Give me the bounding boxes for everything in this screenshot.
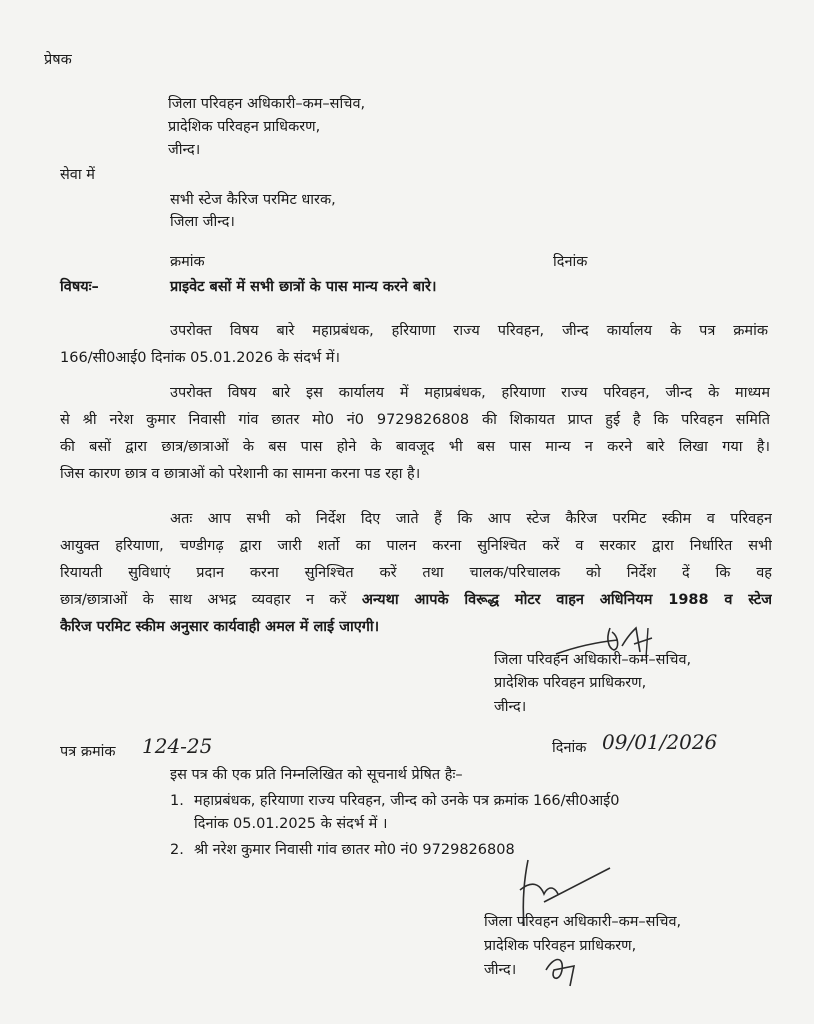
sender-line-2: प्रादेशिक परिवहन प्राधिकरण, [168, 119, 321, 135]
item-1-line-1: महाप्रबंधक, हरियाणा राज्य परिवहन, जीन्द को उनके पत्र क्रमांक 166/सी0आई0 [194, 793, 620, 809]
signatory-line-3: जीन्द। [494, 699, 527, 715]
endorsement-ref-label: पत्र क्रमांक [60, 744, 116, 760]
paragraph-1 [60, 318, 768, 372]
recipient-label: सेवा में [60, 167, 95, 183]
para2-line-1: उपरोक्त विषय बारे इस कार्यालय में महाप्रबंधक, हरियाणा राज्य परिवहन, जीन्द के माध्यम [170, 385, 770, 401]
para1-line-2: 166/सी0आई0 दिनांक 05.01.2026 के संदर्भ में। [60, 350, 340, 366]
para3-line-3: रियायती सुविधाएं प्रदान करना सुनिश्चित करें तथा चालक/परिचालक को निर्देश दें कि वह [60, 565, 772, 581]
para3-line-1: अतः आप सभी को निर्देश दिए जाते हैं कि आप स्टेज कैरिज परमिट स्कीम व परिवहन [170, 511, 772, 527]
recipient-line-1: सभी स्टेज कैरिज परमिट धारक, [170, 192, 336, 208]
para2-line-2: से श्री नरेश कुमार निवासी गांव छातर मो0 नं0 9729826808 की शिकायत प्राप्त हुई है कि परिवहन समिति [60, 412, 770, 428]
ref-label: क्रमांक [170, 254, 205, 270]
endorsement-date-value: 09/01/2026 [602, 730, 718, 754]
para3-line-2: आयुक्त हरियाणा, चण्डीगढ़ द्वारा जारी शर्तो का पालन करना सुनिश्चित करें व सरकार द्वारा निर्धारित सभी [60, 538, 772, 554]
endorsement-date-label: दिनांक [552, 740, 587, 756]
para3-line-5: कैरिज परमिट स्कीम अनुसार कार्यवाही अमल में लाई जाएगी। [60, 619, 380, 635]
para2-line-4: जिस कारण छात्र व छात्राओं को परेशानी का सामना करना पड रहा है। [60, 466, 421, 482]
sender-label: प्रेषक [44, 52, 72, 68]
para3-line-4-normal: छात्र/छात्राओं के साथ अभद्र व्यवहार न करें [60, 592, 362, 608]
item-1-line-2: दिनांक 05.01.2025 के संदर्भ में । [194, 816, 388, 832]
sender-line-1: जिला परिवहन अधिकारी–कम–सचिव, [168, 96, 366, 112]
endorsement-intro: इस पत्र की एक प्रति निम्नलिखित को सूचनार्थ प्रेषित हैः– [170, 767, 463, 783]
subject-label: विषयः– [60, 279, 99, 295]
para3-line-4-bold: अन्यथा आपके विरूद्ध मोटर वाहन अधिनियम 1988 व स्टेज [361, 592, 772, 608]
initials-mark [540, 948, 588, 988]
item-2-text: श्री नरेश कुमार निवासी गांव छातर मो0 नं0 9729826808 [194, 842, 515, 858]
para2-line-3: की बसों द्वारा छात्र/छात्राओं के बस पास होने के बावजूद भी बस पास मान्य न करने बारे लिखा गया है। [60, 439, 770, 455]
subject-text: प्राइवेट बसों में सभी छात्रों के पास मान्य करने बारे। [170, 279, 437, 295]
date-label: दिनांक [553, 254, 588, 270]
sender-line-3: जीन्द। [168, 142, 201, 158]
item-1-number: 1. [170, 793, 184, 809]
para1-line-1: उपरोक्त विषय बारे महाप्रबंधक, हरियाणा राज्य परिवहन, जीन्द कार्यालय के पत्र क्रमांक [170, 323, 768, 339]
endorsement-ref-number: 124-25 [142, 734, 213, 758]
endorsement-signatory-line-3: जीन्द। [484, 962, 517, 978]
endorsement-signatory-line-1: जिला परिवहन अधिकारी–कम–सचिव, [484, 914, 682, 930]
paragraph-2 [60, 380, 770, 488]
signatory-line-2: प्रादेशिक परिवहन प्राधिकरण, [494, 675, 647, 691]
endorsement-signatory-line-2: प्रादेशिक परिवहन प्राधिकरण, [484, 938, 637, 954]
recipient-line-2: जिला जीन्द। [170, 214, 235, 230]
item-2-number: 2. [170, 842, 184, 858]
signatory-line-1: जिला परिवहन अधिकारी–कम–सचिव, [494, 652, 692, 668]
para3-line-4 [60, 587, 772, 614]
